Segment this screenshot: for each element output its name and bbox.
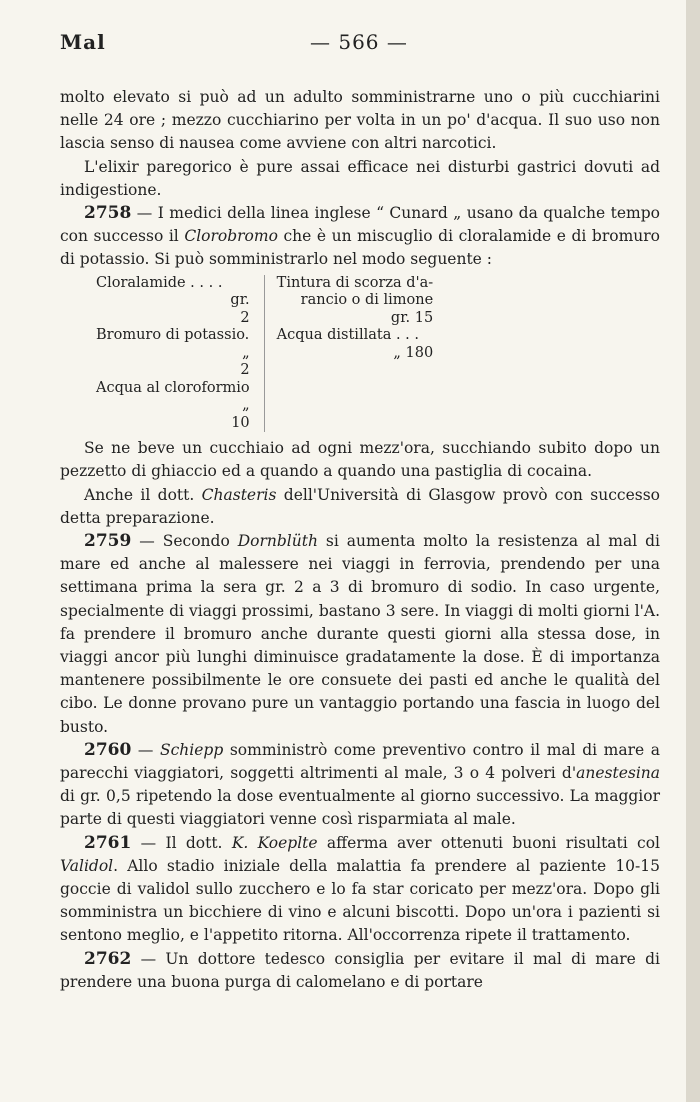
running-head: Mal: [60, 30, 106, 54]
entry-number: 2761: [84, 832, 132, 853]
entry-number: 2760: [84, 739, 132, 760]
italic-term: K. Koeplte: [231, 833, 318, 852]
ingredient-qty: 2: [240, 309, 250, 326]
recipe-left-column: [96, 275, 250, 433]
ingredient-name: Acqua distillata . . .: [276, 327, 419, 344]
paragraph-text: che è un miscuglio di cloralamide e di bromuro di potassio. Si può somministrarlo nel modo seguente :: [60, 227, 660, 269]
paragraph-text: — Un dottore tedesco consiglia per evitare il mal di mare di prendere una buona purga di calomelano e di portare: [60, 949, 660, 991]
italic-term: Dornblüth: [237, 531, 318, 550]
ingredient-unit: gr.: [230, 292, 250, 309]
ingredient-qty: 10: [231, 414, 250, 431]
italic-term: Clorobromo: [184, 227, 278, 246]
paragraph-text: si aumenta molto la resistenza al mal di mare ed anche al malessere nei viaggi in ferrovia, prendendo per una settimana prima la sera gr. 2 a 3 di bromuro di sodio. In caso urgente, specialmente di viaggi prossimi, bastano 3 sere. In viaggi di molti giorni l'A. fa prendere il bromuro anche durante questi giorni alla stessa dose, in viaggi ancor più lunghi diminuisce gradatamente la dose. È di importanza mantenere possibilmente le ore consuete dei pasti ed anche le qualità del cibo. Le donne provano pure un vantaggio portando una fascia in luogo del busto.: [60, 531, 660, 736]
ingredient-name: Acqua al cloroformio: [96, 379, 250, 396]
paragraph-text: dell'Università di Glasgow provò con successo detta preparazione.: [60, 485, 660, 527]
paragraph-text: L'elixir paregorico è pure assai efficace nei disturbi gastrici dovuti ad indigestione.: [60, 157, 660, 199]
paragraph-text: —: [131, 740, 160, 759]
paragraph-text: — I medici della linea inglese “ Cunard „ usano da qualche tempo con successo il: [60, 204, 660, 246]
paragraph-text: . Allo stadio iniziale della malattia fa prendere al paziente 10-15 goccie di validol sullo zucchero e lo fa star coricato per mezz'ora. Dopo gli somministra un bicchiere di vino e alcuni biscotti. Dopo un'ora i pazienti si sentono meglio, e l'appetito ritorna. All'occorrenza ripete il trattamento.: [60, 856, 660, 945]
ingredient-qty: gr. 15: [390, 309, 434, 326]
paragraph-text: — Il dott.: [131, 833, 232, 852]
italic-term: anestesina: [576, 763, 660, 782]
italic-term: Validol: [60, 856, 114, 875]
ingredient-name: Cloralamide . . . .: [96, 274, 223, 291]
ingredient-name: Bromuro di potassio.: [96, 327, 250, 344]
column-divider: [264, 275, 265, 433]
italic-term: Schiepp: [160, 740, 224, 759]
italic-term: Chasteris: [201, 485, 277, 504]
paragraph-text: di gr. 0,5 ripetendo la dose eventualmente al giorno successivo. La maggior parte di questi viaggiatori venne così risparmiata al male.: [60, 787, 660, 829]
paragraph-2760: [60, 739, 660, 832]
paragraph-2759: [60, 530, 660, 739]
paragraph-text: Se ne beve un cucchiaio ad ogni mezz'ora, succhiando subito dopo un pezzetto di ghiaccio ed a quando a quando una pastiglia di cocaina.: [60, 439, 660, 481]
page-edge-shadow: [686, 0, 700, 1102]
ingredient-qty: 2: [240, 362, 250, 379]
ingredient-unit: „: [242, 397, 250, 414]
paragraph-text: afferma aver ottenuti buoni risultati col: [317, 833, 661, 852]
page-body: [60, 86, 660, 994]
paragraph-text: molto elevato si può ad un adulto somministrarne uno o più cucchiarini nelle 24 ore ; mezzo cucchiarino per volta in un po' d'acqua. Il suo uso non lascia senso di nausea come avviene con altri narcotici.: [60, 88, 660, 153]
entry-number: 2759: [84, 530, 132, 551]
entry-number: 2762: [84, 948, 132, 969]
paragraph: [60, 86, 660, 156]
paragraph-text: Anche il dott.: [84, 485, 202, 504]
paragraph-2761: [60, 832, 660, 948]
ingredient-qty: „ 180: [393, 344, 434, 361]
ingredient-name: rancio o di limone: [300, 292, 434, 309]
recipe-formula: [96, 275, 660, 433]
paragraph-text: — Secondo: [131, 531, 238, 550]
recipe-right-column: [277, 275, 434, 433]
paragraph: [60, 437, 660, 483]
paragraph-2762: [60, 948, 660, 994]
paragraph-2758: [60, 202, 660, 272]
page-header: [60, 30, 660, 60]
paragraph: [60, 484, 660, 530]
ingredient-unit: „: [242, 344, 250, 361]
ingredient-name: Tintura di scorza d'a-: [276, 274, 434, 291]
paragraph-text: somministrò come preventivo contro il mal di mare a parecchi viaggiatori, soggetti altrimenti al male, 3 o 4 polveri d': [60, 740, 660, 782]
paragraph: [60, 156, 660, 202]
entry-number: 2758: [84, 203, 132, 224]
page-number: — 566 —: [310, 30, 408, 54]
